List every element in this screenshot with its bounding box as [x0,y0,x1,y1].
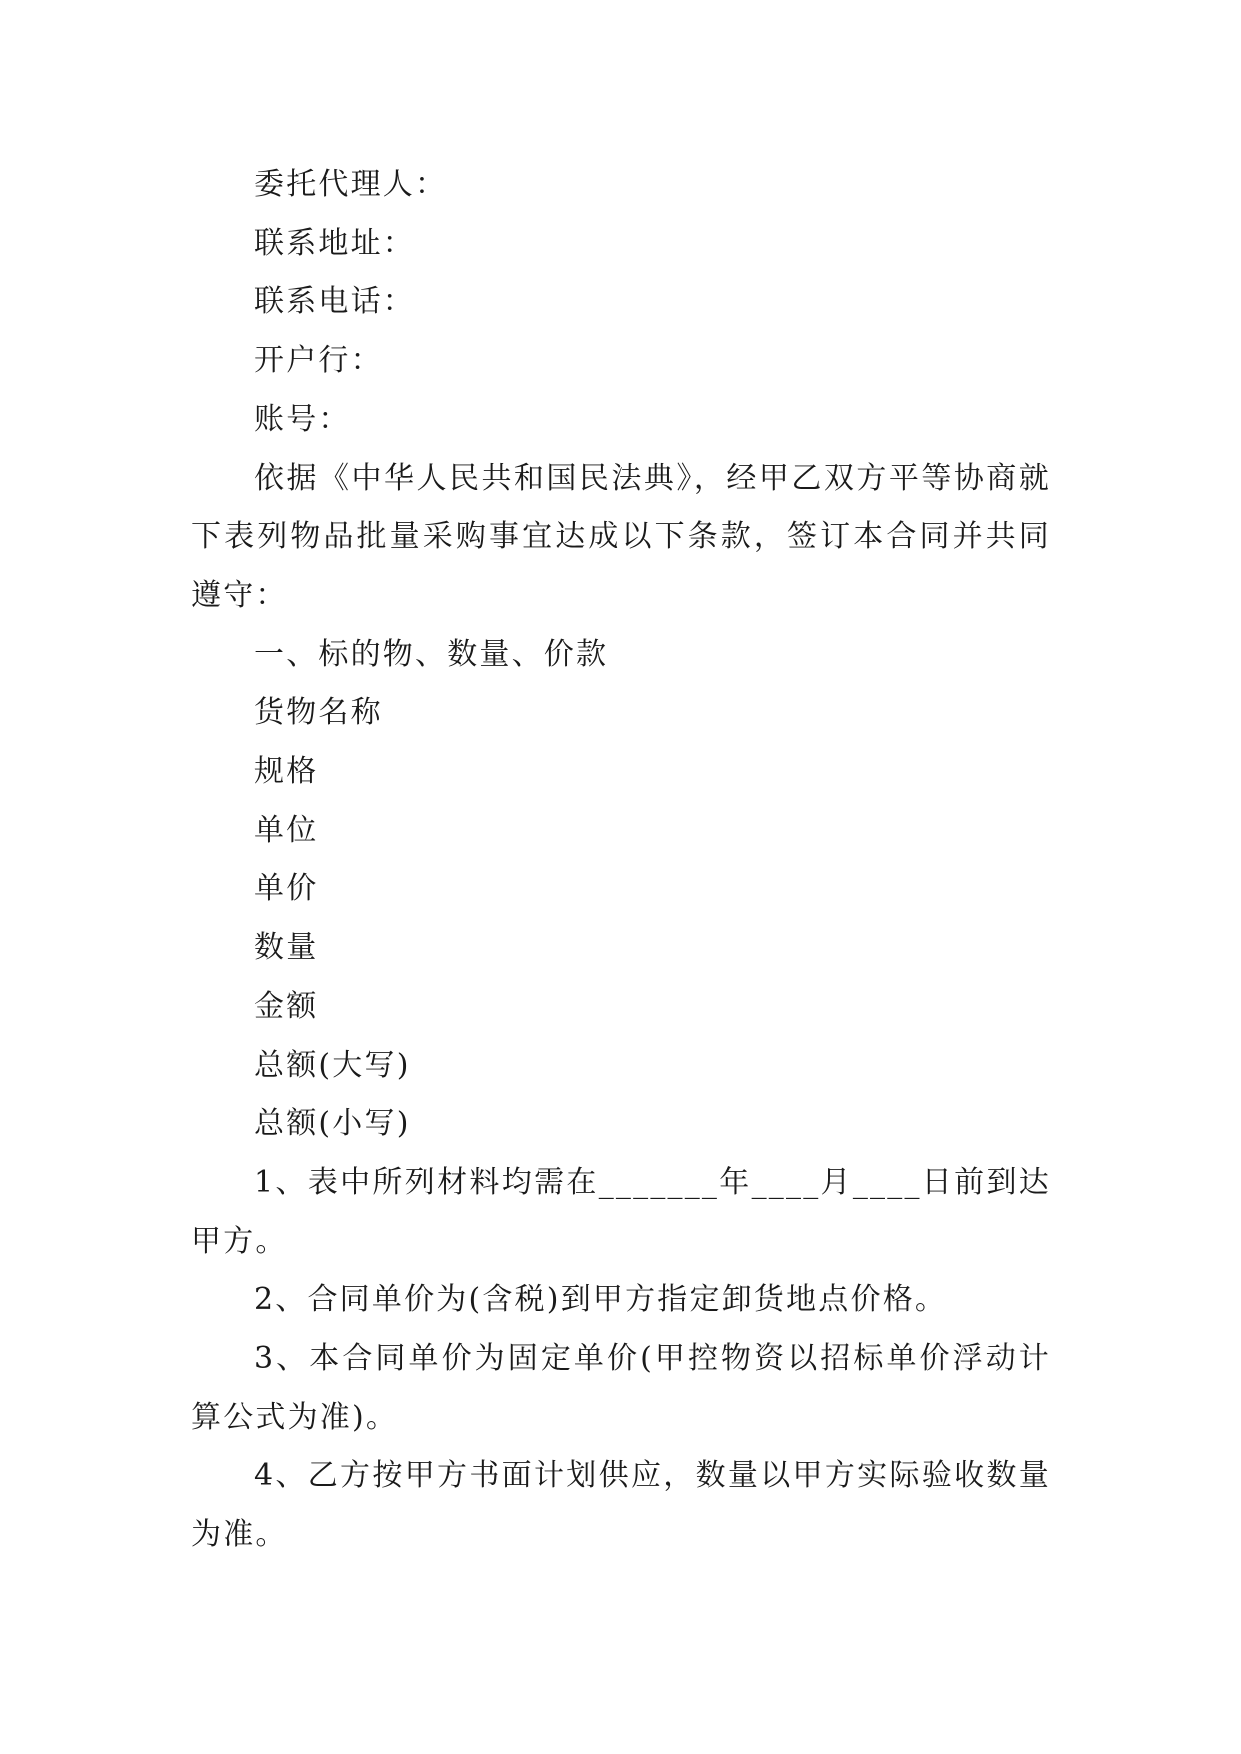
section-heading: 一、标的物、数量、价款 [254,636,609,672]
clause-2: 2、合同单价为(含税)到甲方指定卸货地点价格。 [254,1282,948,1318]
preamble-paragraph: 依据《中华人民共和国民法典》，经甲乙双方平等协商就下表列物品批量采购事宜达成以下条款，签订本合同并共同遵守： [191,460,1051,613]
clause-4: 4、乙方按甲方书面计划供应，数量以甲方实际验收数量为准。 [191,1458,1051,1553]
field-total-lowercase: 总额(小写) [254,1106,411,1142]
bank-label: 开户行： [254,343,383,379]
field-amount: 金额 [254,988,319,1024]
field-spec: 规格 [254,754,319,790]
field-quantity: 数量 [254,930,319,966]
contact-address-label: 联系地址： [254,225,415,261]
field-unit-price: 单价 [254,871,319,907]
account-label: 账号： [254,401,351,437]
agent-label: 委托代理人： [254,167,448,202]
field-unit: 单位 [254,812,319,848]
field-goods-name: 货物名称 [254,695,383,731]
document-body [191,156,1051,1565]
field-total-uppercase: 总额(大写) [254,1047,411,1083]
clause-1: 1、表中所列材料均需在_______年____月____日前到达甲方。 [191,1164,1051,1259]
clause-3: 3、本合同单价为固定单价(甲控物资以招标单价浮动计算公式为准)。 [191,1341,1051,1435]
contact-phone-label: 联系电话： [254,284,415,320]
